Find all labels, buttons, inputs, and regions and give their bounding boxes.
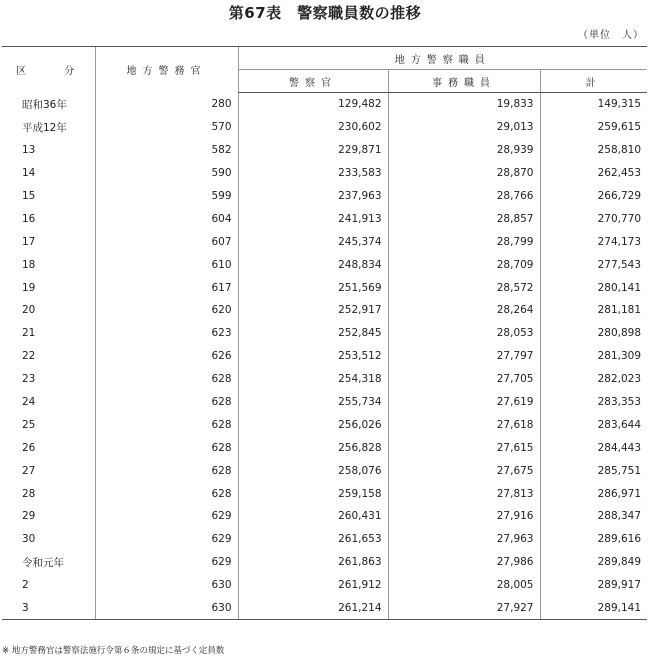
prefectural-officials-cell: 280 bbox=[95, 93, 238, 116]
clerical-cell: 28,709 bbox=[388, 253, 540, 276]
clerical-cell: 27,675 bbox=[388, 459, 540, 482]
prefectural-officials-cell: 599 bbox=[95, 185, 238, 208]
prefectural-officials-cell: 582 bbox=[95, 139, 238, 162]
clerical-cell: 28,799 bbox=[388, 230, 540, 253]
prefectural-officials-cell: 629 bbox=[95, 551, 238, 574]
clerical-cell: 28,053 bbox=[388, 322, 540, 345]
table-row bbox=[2, 528, 647, 551]
table-row bbox=[2, 253, 647, 276]
prefectural-officials-cell: 629 bbox=[95, 505, 238, 528]
total-cell: 283,353 bbox=[540, 391, 647, 414]
table-row bbox=[2, 413, 647, 436]
officers-cell: 256,828 bbox=[238, 436, 388, 459]
row-label: 18 bbox=[22, 258, 36, 271]
total-cell: 289,616 bbox=[540, 528, 647, 551]
table-row bbox=[2, 505, 647, 528]
row-label: 16 bbox=[22, 212, 36, 225]
officers-cell: 261,214 bbox=[238, 597, 388, 620]
total-cell: 285,751 bbox=[540, 459, 647, 482]
row-label: 3 bbox=[2, 597, 95, 620]
total-cell: 277,543 bbox=[540, 253, 647, 276]
row-label: 29 bbox=[22, 510, 36, 523]
officers-cell: 252,845 bbox=[238, 322, 388, 345]
header-category: 区 分 bbox=[2, 47, 95, 93]
clerical-cell: 27,963 bbox=[388, 528, 540, 551]
clerical-cell: 28,939 bbox=[388, 139, 540, 162]
footnote: ※ 地方警務官は警察法施行令第６条の規定に基づく定員数 bbox=[2, 646, 225, 656]
total-cell: 280,141 bbox=[540, 276, 647, 299]
officers-cell: 259,158 bbox=[238, 482, 388, 505]
total-cell: 286,971 bbox=[540, 482, 647, 505]
officers-cell: 252,917 bbox=[238, 299, 388, 322]
total-cell: 281,309 bbox=[540, 345, 647, 368]
row-label: 17 bbox=[22, 235, 36, 248]
prefectural-officials-cell: 590 bbox=[95, 162, 238, 185]
prefectural-officials-cell: 610 bbox=[95, 253, 238, 276]
officers-cell: 251,569 bbox=[238, 276, 388, 299]
row-label: 13 bbox=[22, 144, 36, 157]
header-prefectural-officials: 地方警務官 bbox=[95, 47, 238, 93]
total-cell: 289,141 bbox=[540, 597, 647, 620]
officers-cell: 233,583 bbox=[238, 162, 388, 185]
table-row bbox=[2, 276, 647, 299]
table-row bbox=[2, 436, 647, 459]
officers-cell: 253,512 bbox=[238, 345, 388, 368]
total-cell: 289,917 bbox=[540, 574, 647, 597]
total-cell: 262,453 bbox=[540, 162, 647, 185]
officers-cell: 255,734 bbox=[238, 391, 388, 414]
officers-cell: 237,963 bbox=[238, 185, 388, 208]
clerical-cell: 28,264 bbox=[388, 299, 540, 322]
officers-cell: 261,912 bbox=[238, 574, 388, 597]
table-row bbox=[2, 116, 647, 139]
table-row bbox=[2, 207, 647, 230]
total-cell: 274,173 bbox=[540, 230, 647, 253]
unit-label: （単位 人） bbox=[578, 30, 644, 41]
clerical-cell: 27,986 bbox=[388, 551, 540, 574]
officers-cell: 245,374 bbox=[238, 230, 388, 253]
row-label: 2 bbox=[22, 579, 29, 592]
officers-cell: 258,076 bbox=[238, 459, 388, 482]
prefectural-officials-cell: 626 bbox=[95, 345, 238, 368]
row-label: 15 bbox=[22, 190, 36, 202]
clerical-cell: 28,572 bbox=[388, 276, 540, 299]
prefectural-officials-cell: 604 bbox=[95, 207, 238, 230]
prefectural-officials-cell: 620 bbox=[95, 299, 238, 322]
table-row bbox=[2, 459, 647, 482]
prefectural-officials-cell: 628 bbox=[95, 459, 238, 482]
total-cell: 280,898 bbox=[540, 322, 647, 345]
officers-cell: 254,318 bbox=[238, 368, 388, 391]
row-label: 20 bbox=[22, 304, 36, 317]
row-label: 26 bbox=[22, 441, 36, 454]
prefectural-officials-cell: 570 bbox=[95, 116, 238, 139]
row-label: 30 bbox=[22, 533, 36, 546]
prefectural-officials-cell: 607 bbox=[95, 230, 238, 253]
clerical-cell: 27,618 bbox=[388, 413, 540, 436]
clerical-cell: 28,766 bbox=[388, 185, 540, 208]
row-label: 23 bbox=[22, 373, 36, 386]
header-clerical: 事務職員 bbox=[388, 70, 540, 93]
total-cell: 259,615 bbox=[540, 116, 647, 139]
clerical-cell: 27,619 bbox=[388, 391, 540, 414]
row-label: 28 bbox=[22, 487, 36, 500]
prefectural-officials-cell: 628 bbox=[95, 391, 238, 414]
officers-cell: 261,863 bbox=[238, 551, 388, 574]
table-row bbox=[2, 597, 647, 620]
total-cell: 266,729 bbox=[540, 185, 647, 208]
table-row bbox=[2, 299, 647, 322]
officers-cell: 261,653 bbox=[238, 528, 388, 551]
table-row bbox=[2, 551, 647, 574]
clerical-cell: 27,916 bbox=[388, 505, 540, 528]
row-label: 25 bbox=[22, 418, 36, 431]
row-label: 昭和36年 bbox=[22, 98, 67, 111]
prefectural-officials-cell: 629 bbox=[95, 528, 238, 551]
officers-cell: 229,871 bbox=[238, 139, 388, 162]
prefectural-officials-cell: 628 bbox=[95, 368, 238, 391]
police-staff-table bbox=[2, 46, 647, 620]
row-label: 22 bbox=[22, 350, 36, 363]
officers-cell: 260,431 bbox=[238, 505, 388, 528]
prefectural-officials-cell: 617 bbox=[95, 276, 238, 299]
total-cell: 270,770 bbox=[540, 207, 647, 230]
row-label: 19 bbox=[22, 281, 36, 294]
clerical-cell: 28,857 bbox=[388, 207, 540, 230]
prefectural-officials-cell: 630 bbox=[95, 597, 238, 620]
row-label: 24 bbox=[22, 396, 36, 409]
table-row bbox=[2, 139, 647, 162]
table-row bbox=[2, 162, 647, 185]
clerical-cell: 27,813 bbox=[388, 482, 540, 505]
table-row bbox=[2, 185, 647, 208]
table-row bbox=[2, 93, 647, 116]
total-cell: 149,315 bbox=[540, 93, 647, 116]
clerical-cell: 29,013 bbox=[388, 116, 540, 139]
officers-cell: 230,602 bbox=[238, 116, 388, 139]
clerical-cell: 28,870 bbox=[388, 162, 540, 185]
prefectural-officials-cell: 628 bbox=[95, 413, 238, 436]
table-title: 第67表 警察職員数の推移 bbox=[228, 4, 422, 22]
header-total: 計 bbox=[540, 70, 647, 93]
prefectural-officials-cell: 628 bbox=[95, 436, 238, 459]
table-row bbox=[2, 230, 647, 253]
table-row bbox=[2, 368, 647, 391]
clerical-cell: 27,705 bbox=[388, 368, 540, 391]
total-cell: 288,347 bbox=[540, 505, 647, 528]
officers-cell: 241,913 bbox=[238, 207, 388, 230]
total-cell: 284,443 bbox=[540, 436, 647, 459]
officers-cell: 248,834 bbox=[238, 253, 388, 276]
table-row bbox=[2, 391, 647, 414]
clerical-cell: 27,797 bbox=[388, 345, 540, 368]
officers-cell: 256,026 bbox=[238, 413, 388, 436]
table-row bbox=[2, 345, 647, 368]
total-cell: 289,849 bbox=[540, 551, 647, 574]
row-label: 21 bbox=[22, 327, 36, 340]
total-cell: 283,644 bbox=[540, 413, 647, 436]
row-label: 27 bbox=[22, 464, 36, 477]
clerical-cell: 27,927 bbox=[388, 597, 540, 620]
row-label: 令和元年 bbox=[22, 556, 64, 569]
prefectural-officials-cell: 630 bbox=[95, 574, 238, 597]
row-label: 14 bbox=[22, 167, 36, 180]
clerical-cell: 28,005 bbox=[388, 574, 540, 597]
header-officers: 警察官 bbox=[238, 70, 388, 93]
prefectural-officials-cell: 623 bbox=[95, 322, 238, 345]
prefectural-officials-cell: 628 bbox=[95, 482, 238, 505]
table-row bbox=[2, 482, 647, 505]
header-local-police-staff: 地方警察職員 bbox=[238, 47, 647, 70]
table-row bbox=[2, 322, 647, 345]
clerical-cell: 19,833 bbox=[388, 93, 540, 116]
total-cell: 258,810 bbox=[540, 139, 647, 162]
total-cell: 281,181 bbox=[540, 299, 647, 322]
clerical-cell: 27,615 bbox=[388, 436, 540, 459]
table-row bbox=[2, 574, 647, 597]
officers-cell: 129,482 bbox=[238, 93, 388, 116]
row-label: 平成12年 bbox=[22, 121, 67, 134]
total-cell: 282,023 bbox=[540, 368, 647, 391]
